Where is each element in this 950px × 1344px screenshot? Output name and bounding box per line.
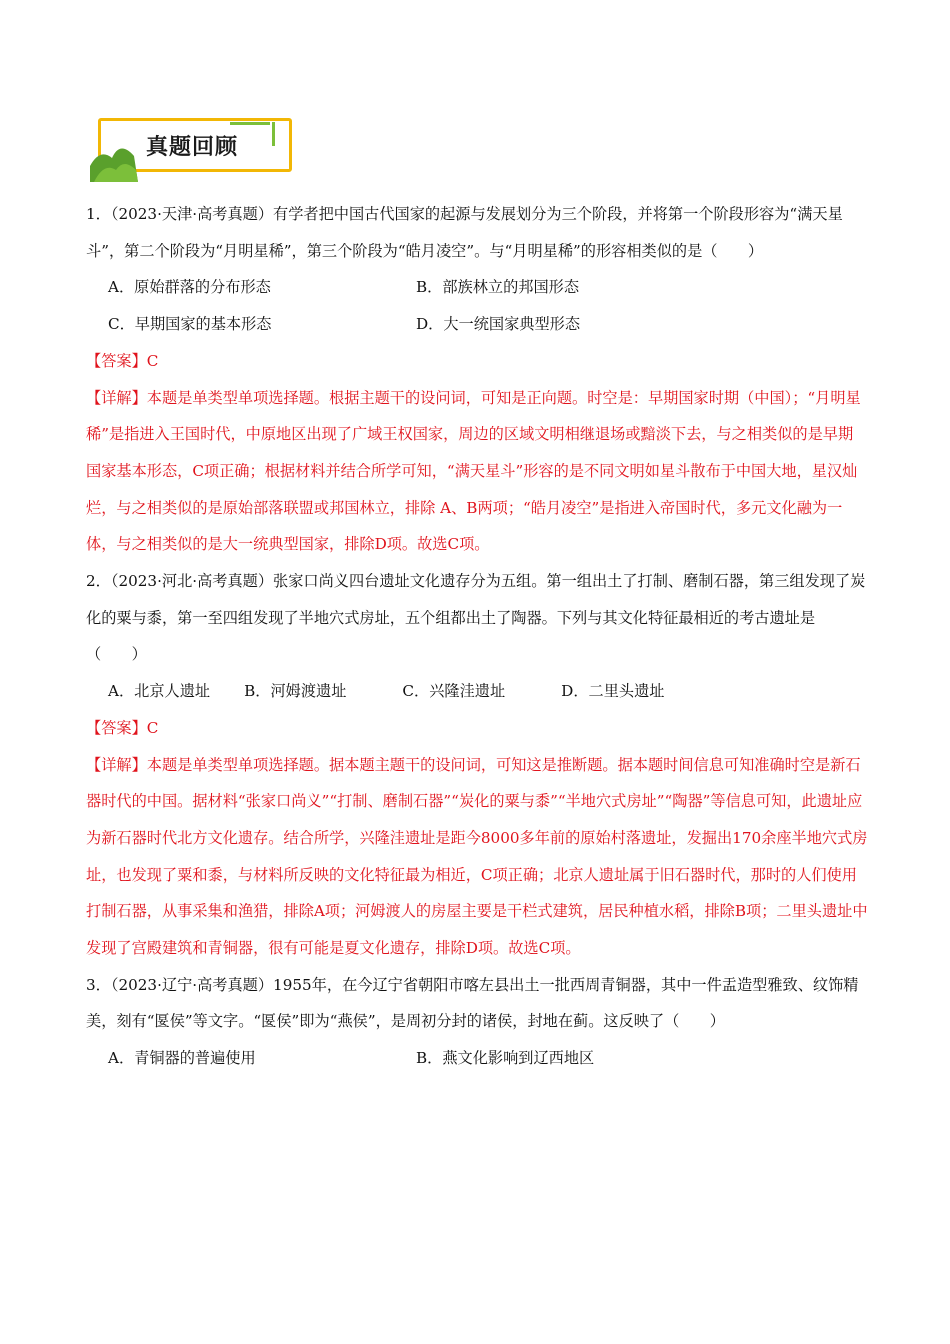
question-stem: 1．（2023·天津·高考真题）有学者把中国古代国家的起源与发展划分为三个阶段，并将第一个阶段形容为“满天星斗”，第二个阶段为“月明星稀”，第三个阶段为“皓月凌空”。与“月明星稀”的形容相类似的是（ ）: [86, 205, 843, 260]
answer-line: 【答案】C: [86, 718, 159, 737]
option-d: D．二里头遗址: [561, 682, 665, 701]
banner-accent-tick: [272, 122, 275, 146]
option-b: B．河姆渡遗址: [244, 682, 347, 701]
option-c: C．早期国家的基本形态: [108, 315, 272, 334]
answer-detail: 【详解】本题是单类型单项选择题。据本题主题干的设问词，可知这是推断题。据本题时间信息可知准确时空是新石器时代的中国。据材料“张家口尚义”“打制、磨制石器”“炭化的粟与黍”“半地穴式房址”“陶器”等信息可知，此遗址应为新石器时代北方文化遗存。结合所学，兴隆洼遗址是距今8000多年前的原始村落遗址，发掘出170余座半地穴式房址，也发现了粟和黍，与材料所反映的文化特征最为相近，C项正确；北京人遗址属于旧石器时代，那时的人们使用打制石器，从事采集和渔猎，排除A项；河姆渡人的房屋主要是干栏式建筑，居民种植水稻，排除B项；二里头遗址中发现了宫殿建筑和青铜器，很有可能是夏文化遗存，排除D项。故选C项。: [86, 755, 868, 958]
option-a: A．北京人遗址: [108, 682, 211, 701]
banner-title: 真题回顾: [146, 135, 239, 160]
document-body: [86, 196, 868, 1077]
option-d: D．大一统国家典型形态: [416, 315, 581, 334]
options-row: [86, 269, 868, 306]
answer-line: 【答案】C: [86, 351, 159, 370]
options-row: [86, 1040, 868, 1077]
mountain-icon: [90, 136, 138, 182]
options-row: [86, 306, 868, 343]
banner-accent-bar: [230, 122, 270, 125]
option-a: A．原始群落的分布形态: [108, 278, 271, 297]
options-row: [86, 673, 868, 710]
answer-detail: 【详解】本题是单类型单项选择题。根据主题干的设问词，可知是正向题。时空是：早期国家时期（中国）；“月明星稀”是指进入王国时代，中原地区出现了广域王权国家，周边的区域文明相继退场或黯淡下去，与之相类似的是早期国家基本形态，C项正确；根据材料并结合所学可知，“满天星斗”形容的是不同文明如星斗散布于中国大地，星汉灿烂，与之相类似的是原始部落联盟或邦国林立，排除 A、B两项；“皓月凌空”是指进入帝国时代，多元文化融为一体，与之相类似的是大一统典型国家，排除D项。故选C项。: [86, 388, 861, 554]
section-banner: [90, 114, 300, 182]
option-b: B．燕文化影响到辽西地区: [416, 1049, 595, 1068]
option-c: C．兴隆洼遗址: [402, 682, 506, 701]
option-b: B．部族林立的邦国形态: [416, 278, 580, 297]
option-a: A．青铜器的普遍使用: [108, 1049, 256, 1068]
question-stem: 3．（2023·辽宁·高考真题）1955年，在今辽宁省朝阳市喀左县出土一批西周青铜器，其中一件盂造型雅致、纹饰精美，刻有“匽侯”等文字。“匽侯”即为“燕侯”，是周初分封的诸侯，封地在蓟。这反映了（ ）: [86, 975, 859, 1031]
question-stem: 2．（2023·河北·高考真题）张家口尚义四台遗址文化遗存分为五组。第一组出土了打制、磨制石器，第三组发现了炭化的粟与黍，第一至四组发现了半地穴式房址，五个组都出土了陶器。下列与其文化特征最相近的考古遗址是（ ）: [86, 572, 866, 664]
